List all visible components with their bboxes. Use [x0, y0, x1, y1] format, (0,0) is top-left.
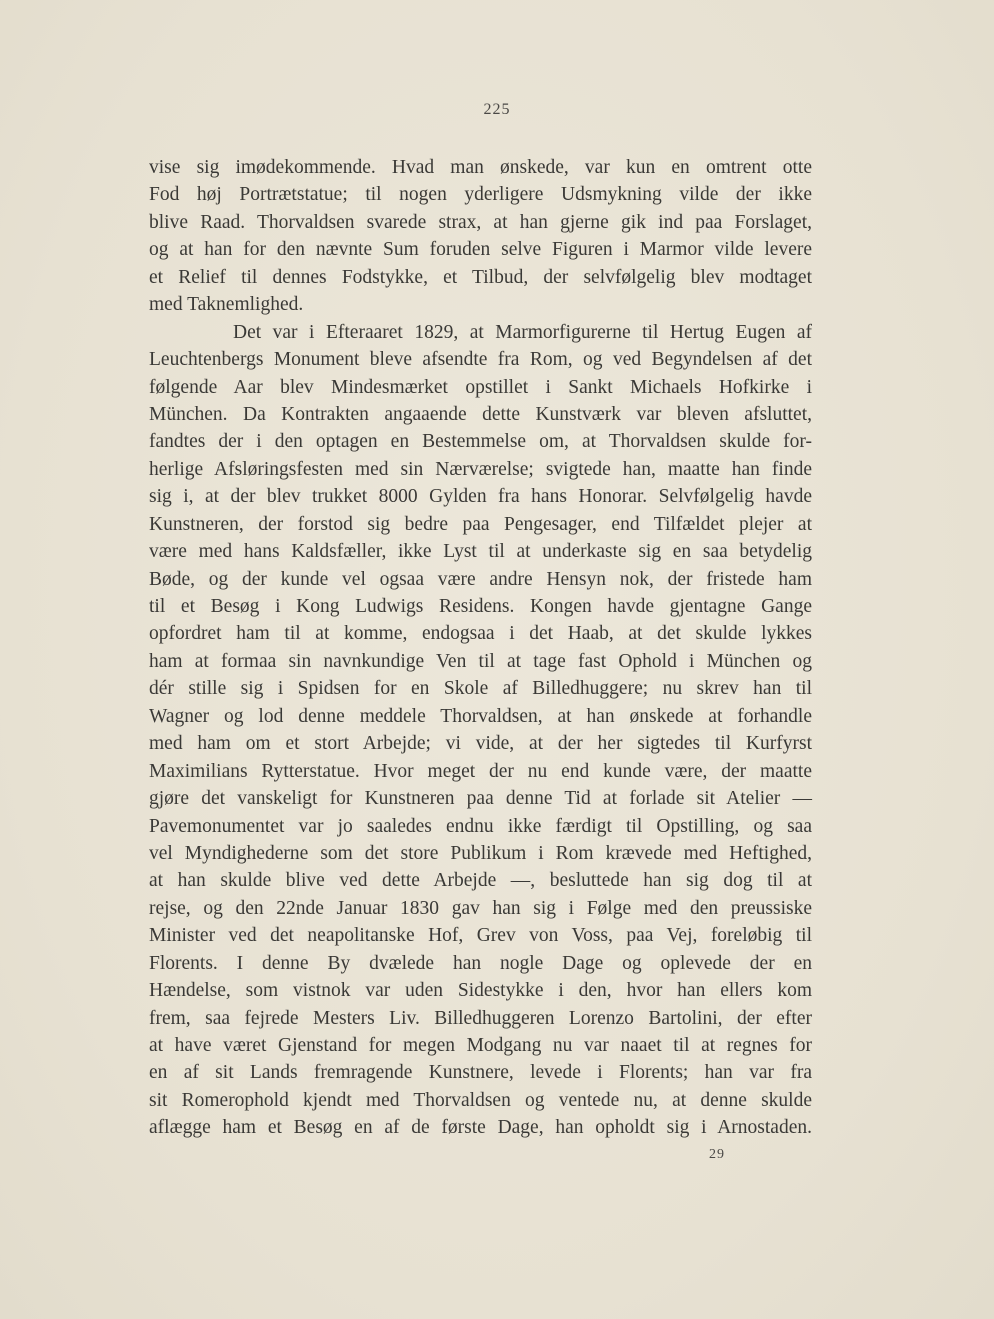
text-line: aflægge ham et Besøg en af de første Dage, han opholdt sig i Arnostaden.: [149, 1117, 812, 1139]
text-line: rejse, og den 22nde Januar 1830 gav han sig i Følge med den preussiske: [149, 897, 812, 919]
text-line: at han skulde blive ved dette Arbejde —, besluttede han sig dog til at: [149, 870, 812, 892]
text-line: en af sit Lands fremragende Kunstnere, levede i Florents; han var fra: [149, 1062, 812, 1084]
text-line: Wagner og lod denne meddele Thorvaldsen, at han ønskede at forhandle: [149, 705, 812, 727]
text-line: München. Da Kontrakten angaaende dette Kunstværk var bleven afsluttet,: [149, 403, 812, 425]
text-line: et Relief til dennes Fodstykke, et Tilbud, der selvfølgelig blev modtaget: [149, 266, 812, 288]
body-text: [149, 154, 812, 1142]
text-line: Kunstneren, der forstod sig bedre paa Pengesager, end Tilfældet plejer at: [149, 513, 812, 535]
text-line: sit Romerophold kjendt med Thorvaldsen og ventede nu, at denne skulde: [149, 1089, 812, 1111]
text-line: herlige Afsløringsfesten med sin Nærværelse; svigtede han, maatte han finde: [149, 458, 812, 480]
text-line: Minister ved det neapolitanske Hof, Grev von Voss, paa Vej, foreløbig til: [149, 925, 812, 947]
text-line: at have været Gjenstand for megen Modgang nu var naaet til at regnes for: [149, 1035, 812, 1056]
text-line: Pavemonumentet var jo saaledes endnu ikke færdigt til Opstilling, og saa: [149, 815, 812, 837]
text-line: fandtes der i den optagen en Bestemmelse om, at Thorvaldsen skulde for-: [149, 431, 812, 453]
text-line: Maximilians Rytterstatue. Hvor meget der nu end kunde være, der maatte: [149, 760, 812, 782]
text-line: gjøre det vanskeligt for Kunstneren paa denne Tid at forlade sit Atelier —: [149, 788, 812, 810]
text-line: vise sig imødekommende. Hvad man ønskede, var kun en omtrent otte: [149, 157, 812, 178]
text-line: sig i, at der blev trukket 8000 Gylden fra hans Honorar. Selvfølgelig havde: [149, 486, 812, 508]
text-line: Leuchtenbergs Monument bleve afsendte fra Rom, og ved Begyndelsen af det: [149, 349, 812, 371]
text-line: med Taknemlighed.: [149, 294, 304, 316]
text-line: dér stille sig i Spidsen for en Skole af Billedhuggere; nu skrev han til: [149, 678, 812, 700]
text-line: opfordret ham til at komme, endogsaa i det Haab, at det skulde lykkes: [149, 623, 812, 645]
text-line: blive Raad. Thorvaldsen svarede strax, at han gjerne gik ind paa Forslaget,: [149, 211, 812, 233]
text-line: Bøde, og der kunde vel ogsaa være andre Hensyn nok, der fristede ham: [149, 568, 812, 590]
signature-mark: 29: [709, 1147, 725, 1162]
text-line: til et Besøg i Kong Ludwigs Residens. Kongen havde gjentagne Gange: [149, 596, 812, 617]
text-line: og at han for den nævnte Sum foruden selve Figuren i Marmor vilde levere: [149, 239, 812, 261]
text-line: frem, saa fejrede Mesters Liv. Billedhuggeren Lorenzo Bartolini, der efter: [149, 1007, 812, 1029]
text-line: være med hans Kaldsfæller, ikke Lyst til at underkaste sig en saa betydelig: [149, 541, 812, 563]
page-number: 225: [483, 101, 511, 118]
text-line: Florents. I denne By dvælede han nogle Dage og oplevede der en: [149, 952, 812, 974]
text-line: Fod høj Portrætstatue; til nogen yderligere Udsmykning vilde der ikke: [149, 184, 812, 206]
text-line: Hændelse, som vistnok var uden Sidestykke i den, hvor han ellers kom: [149, 980, 812, 1002]
text-line: ham at formaa sin navnkundige Ven til at tage fast Ophold i München og: [149, 650, 812, 672]
text-line: med ham om et stort Arbejde; vi vide, at der her sigtedes til Kurfyrst: [149, 733, 812, 755]
text-line: vel Myndighederne som det store Publikum i Rom krævede med Heftighed,: [149, 842, 812, 864]
text-line: følgende Aar blev Mindesmærket opstillet i Sankt Michaels Hofkirke i: [149, 376, 812, 398]
text-line: Det var i Efteraaret 1829, at Marmorfigurerne til Hertug Eugen af: [233, 321, 812, 343]
